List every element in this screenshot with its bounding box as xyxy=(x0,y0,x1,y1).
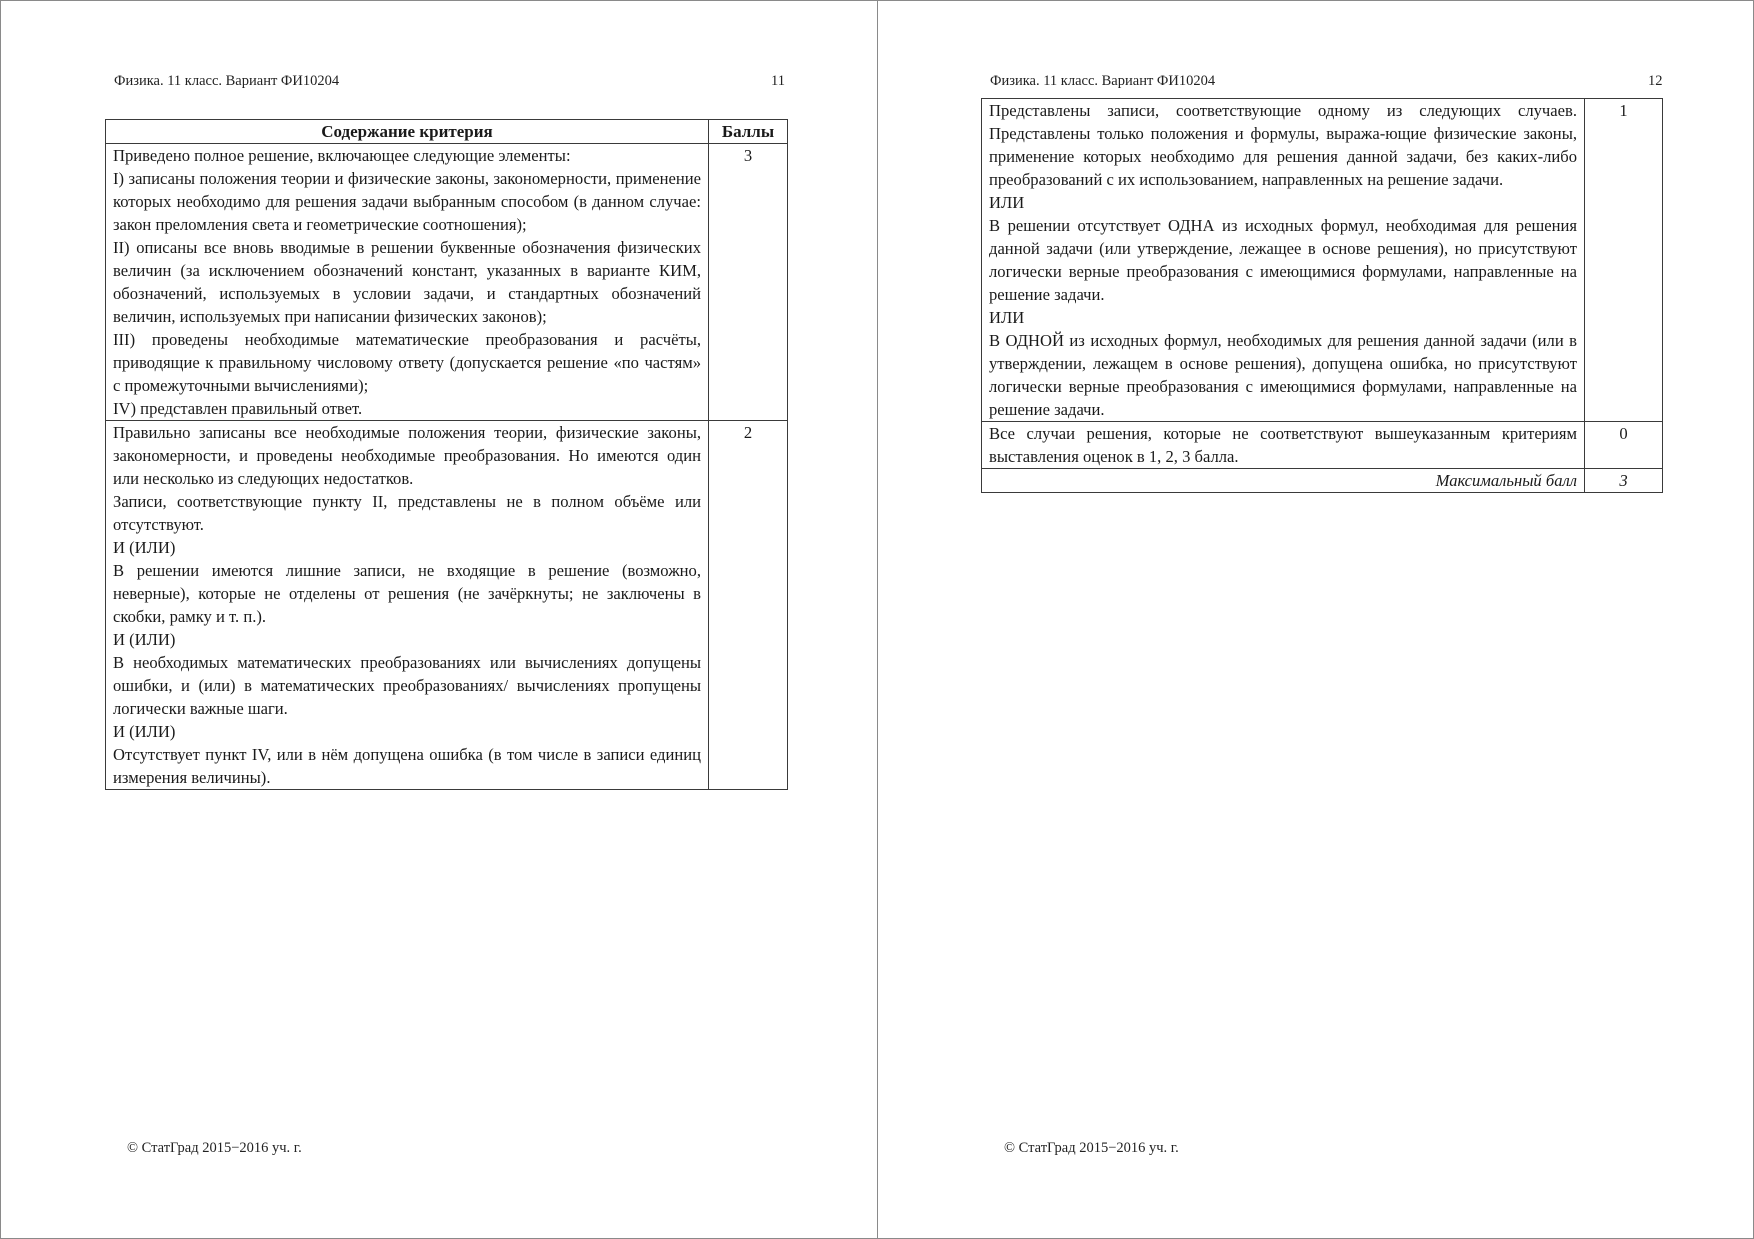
criterion-paragraph: И (ИЛИ) xyxy=(113,722,176,741)
points-cell: 3 xyxy=(709,144,788,421)
table-row xyxy=(106,144,788,421)
page-number: 12 xyxy=(1648,73,1663,89)
points-cell: 0 xyxy=(1585,422,1663,469)
criteria-table-left xyxy=(105,119,788,790)
criterion-paragraph: ИЛИ xyxy=(989,193,1025,212)
criterion-paragraph: В необходимых математических преобразованиях или вычислениях допущены ошибки, и (или) в математических преобразованиях/ вычислениях пропущены логически важные шаги. xyxy=(113,653,701,718)
criterion-cell xyxy=(982,422,1585,469)
table-row xyxy=(982,422,1663,469)
criterion-paragraph: В решении отсутствует ОДНА из исходных формул, необходимая для решения данной задачи (или утверждение, лежащее в основе решения), но присутствуют логически верные преобразования с имеющимися формулами, направленные на решение задачи. xyxy=(989,216,1577,304)
criterion-cell xyxy=(982,99,1585,422)
criterion-paragraph: II) описаны все вновь вводимые в решении буквенные обозначения физических величин (за исключением обозначений констант, указанных в варианте КИМ, обозначений, используемых в условии задачи, и стандартных обозначений величин, используемых при написании физических законов); xyxy=(113,238,701,326)
column-header-points: Баллы xyxy=(709,120,788,144)
criterion-paragraph: IV) представлен правильный ответ. xyxy=(113,399,363,418)
criterion-paragraph: В решении имеются лишние записи, не входящие в решение (возможно, неверные), которые не отделены от решения (не зачёркнуты; не заключены в скобки, рамку и т. п.). xyxy=(113,561,701,626)
max-score-label: Максимальный балл xyxy=(982,469,1585,493)
criterion-paragraph: Приведено полное решение, включающее следующие элементы: xyxy=(113,146,571,165)
column-header-criterion: Содержание критерия xyxy=(106,120,709,144)
table-header-row xyxy=(106,120,788,144)
page-number: 11 xyxy=(771,73,785,89)
criteria-table-right xyxy=(981,98,1663,493)
page-header: Физика. 11 класс. Вариант ФИ10204 xyxy=(114,73,340,89)
points-cell: 1 xyxy=(1585,99,1663,422)
points-cell: 2 xyxy=(709,421,788,790)
criterion-cell xyxy=(106,144,709,421)
criterion-cell xyxy=(106,421,709,790)
criterion-paragraph: ИЛИ xyxy=(989,308,1025,327)
max-score-row xyxy=(982,469,1663,493)
criterion-paragraph: Правильно записаны все необходимые положения теории, физические законы, закономерности, и проведены необходимые преобразования. Но имеются один или несколько из следующих недостатков. xyxy=(113,423,701,488)
criterion-paragraph: I) записаны положения теории и физические законы, закономерности, применение которых необходимо для решения задачи выбранным способом (в данном случае: закон преломления света и геометрические соотношения); xyxy=(113,169,701,234)
criterion-paragraph: Представлены записи, соответствующие одному из следующих случаев. Представлены только положения и формулы, выража-ющие физические законы, применение которых необходимо для решения данной задачи, без каких-либо преобразований с их использованием, направленных на решение задачи. xyxy=(989,101,1577,189)
criterion-paragraph: Все случаи решения, которые не соответствуют вышеуказанным критериям выставления оценок в 1, 2, 3 балла. xyxy=(989,424,1577,466)
max-score-value: 3 xyxy=(1585,469,1663,493)
criterion-paragraph: И (ИЛИ) xyxy=(113,630,176,649)
table-row xyxy=(982,99,1663,422)
table-row xyxy=(106,421,788,790)
page-footer: © СтатГрад 2015−2016 уч. г. xyxy=(1004,1140,1179,1156)
criterion-paragraph: И (ИЛИ) xyxy=(113,538,176,557)
page-header: Физика. 11 класс. Вариант ФИ10204 xyxy=(990,73,1216,89)
criterion-paragraph: Записи, соответствующие пункту II, представлены не в полном объёме или отсутствуют. xyxy=(113,492,701,534)
criterion-paragraph: III) проведены необходимые математические преобразования и расчёты, приводящие к правильному числовому ответу (допускается решение «по частям» с промежуточными вычислениями); xyxy=(113,330,701,395)
criterion-paragraph: Отсутствует пункт IV, или в нём допущена ошибка (в том числе в записи единиц измерения величины). xyxy=(113,745,701,787)
criterion-paragraph: В ОДНОЙ из исходных формул, необходимых для решения данной задачи (или в утверждении, лежащем в основе решения), допущена ошибка, но присутствуют логически верные преобразования с имеющимися формулами, направленные на решение задачи. xyxy=(989,331,1577,419)
page-footer: © СтатГрад 2015−2016 уч. г. xyxy=(127,1140,302,1156)
